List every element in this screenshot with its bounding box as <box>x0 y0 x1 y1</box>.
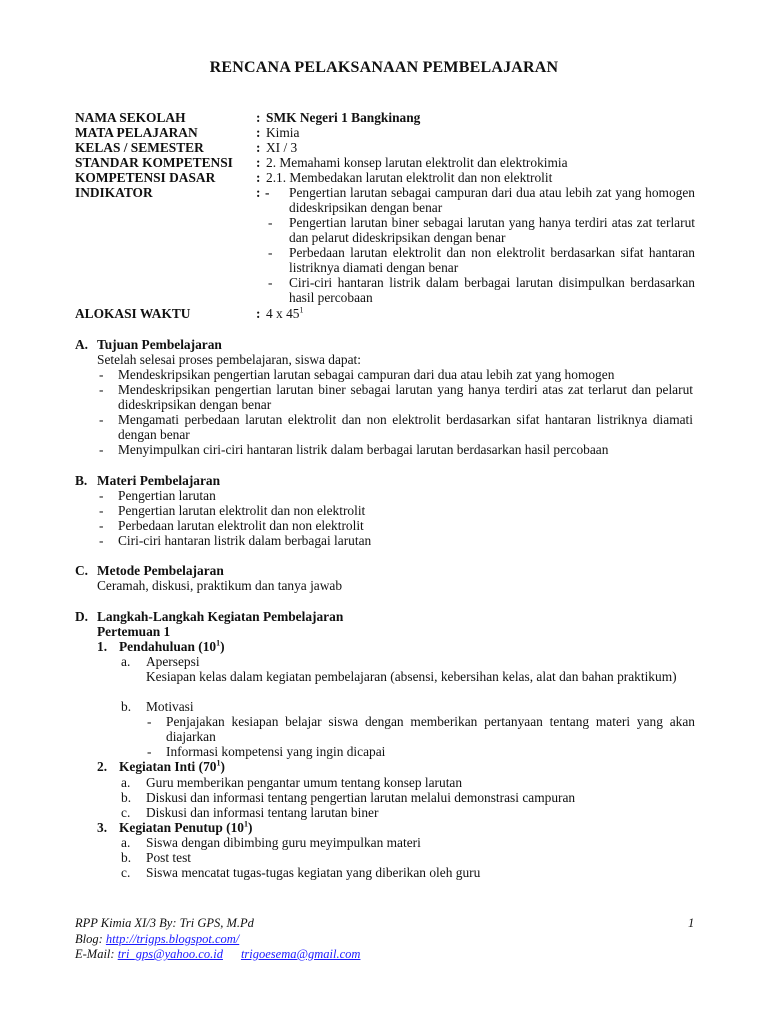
section-letter: B. <box>75 473 88 488</box>
material-item: Perbedaan larutan elektrolit dan non elektrolit <box>118 518 364 533</box>
header-label-school: NAMA SEKOLAH <box>75 110 186 125</box>
header-colon: : <box>256 185 261 200</box>
motivasi-label: Motivasi <box>146 699 194 714</box>
header-label-competency: KOMPETENSI DASAR <box>75 170 216 185</box>
section-heading: Materi Pembelajaran <box>97 473 221 488</box>
header-label-indicator: INDIKATOR <box>75 185 153 200</box>
step-title-intro: Pendahuluan $(10^1)$ <box>119 638 225 654</box>
indicator-item: Pengertian larutan sebagai campuran dari dua atau lebih zat yang homogen dideskripsikan dengan benar <box>289 185 695 215</box>
sub-mark: b. <box>121 699 132 714</box>
email-link-yahoo[interactable]: tri_gps@yahoo.co.id <box>117 947 223 961</box>
header-colon: : <box>256 110 261 125</box>
header-value-competency: 2.1. Membedakan larutan elektrolit dan non elektrolit <box>266 170 553 185</box>
section-letter: D. <box>75 609 89 624</box>
section-letter: A. <box>75 337 89 352</box>
core-activity-item: Diskusi dan informasi tentang pengertian larutan melalui demonstrasi campuran <box>146 790 576 805</box>
motivasi-item: Informasi kompetensi yang ingin dicapai <box>166 744 386 759</box>
footer-email-line <box>75 947 360 962</box>
header-value-standard: 2. Memahami konsep larutan elektrolit dan elektrokimia <box>266 155 568 170</box>
step-number: 2. <box>97 759 108 774</box>
objective-item: Menyimpulkan ciri-ciri hantaran listrik dalam berbagai larutan berdasarkan hasil percobaan <box>118 442 609 457</box>
bullet-dash: - <box>147 714 152 729</box>
bullet-dash: - <box>99 442 104 457</box>
step-number: 3. <box>97 820 108 835</box>
bullet-dash: - <box>99 412 104 427</box>
footer-author-line: RPP Kimia XI/3 By: Tri GPS, M.Pd <box>75 916 254 930</box>
indicator-dash: - <box>268 275 273 290</box>
footer-blog-line <box>75 932 239 947</box>
apersepsi-label: Apersepsi <box>146 654 200 669</box>
header-colon: : <box>256 125 261 140</box>
closing-activity-item: Siswa dengan dibimbing guru meyimpulkan materi <box>146 835 421 850</box>
sub-mark: b. <box>121 790 132 805</box>
sub-mark: b. <box>121 850 132 865</box>
indicator-dash: - <box>268 215 273 230</box>
header-label-subject: MATA PELAJARAN <box>75 125 198 140</box>
objective-item: Mendeskripsikan pengertian larutan biner sebagai larutan yang hanya terdiri atas zat terlarut dan pelarut dideskripsikan dengan benar <box>118 382 693 412</box>
core-activity-item: Diskusi dan informasi tentang larutan biner <box>146 805 379 820</box>
indicator-item: Pengertian larutan biner sebagai larutan yang hanya terdiri atas zat terlarut dan pelarut dideskripsikan dengan benar <box>289 215 695 245</box>
header-label-class: KELAS / SEMESTER <box>75 140 204 155</box>
bullet-dash: - <box>99 367 104 382</box>
motivasi-item: Penjajakan kesiapan belajar siswa dengan memberikan pertanyaan tentang materi yang akan diajarkan <box>166 714 695 744</box>
bullet-dash: - <box>147 744 152 759</box>
indicator-dash: - <box>268 245 273 260</box>
header-label-time: ALOKASI WAKTU <box>75 306 191 321</box>
section-letter: C. <box>75 563 89 578</box>
section-intro: Setelah selesai proses pembelajaran, siswa dapat: <box>97 352 362 367</box>
closing-activity-item: Post test <box>146 850 192 865</box>
bullet-dash: - <box>99 533 104 548</box>
step-title-core: Kegiatan Inti $(70^1)$ <box>119 758 225 774</box>
header-value-school: SMK Negeri 1 Bangkinang <box>266 110 421 125</box>
step-title-closing: Kegiatan Penutup $(10^1)$ <box>119 819 253 835</box>
bullet-dash: - <box>99 382 104 397</box>
sub-mark: a. <box>121 835 131 850</box>
sub-mark: c. <box>121 865 131 880</box>
material-item: Pengertian larutan <box>118 488 216 503</box>
section-heading: Metode Pembelajaran <box>97 563 224 578</box>
header-colon: : <box>256 155 261 170</box>
blog-label: Blog: <box>75 932 106 946</box>
header-value-time: 4 x $45^1$ <box>266 305 304 321</box>
indicator-dash: - <box>265 185 270 200</box>
page-number: 1 <box>688 916 695 930</box>
header-colon: : <box>256 306 261 321</box>
material-item: Ciri-ciri hantaran listrik dalam berbagai larutan <box>118 533 372 548</box>
header-colon: : <box>256 170 261 185</box>
sub-mark: c. <box>121 805 131 820</box>
bullet-dash: - <box>99 503 104 518</box>
apersepsi-text: Kesiapan kelas dalam kegiatan pembelajaran (absensi, kebersihan kelas, alat dan bahan praktikum) <box>146 669 677 684</box>
header-colon: : <box>256 140 261 155</box>
header-label-standard: STANDAR KOMPETENSI <box>75 155 233 170</box>
indicator-item: Ciri-ciri hantaran listrik dalam berbagai larutan disimpulkan berdasarkan hasil percobaan <box>289 275 695 305</box>
document-title: RENCANA PELAKSANAAN PEMBELAJARAN <box>209 59 559 76</box>
objective-item: Mengamati perbedaan larutan elektrolit dan non elektrolit berdasarkan sifat hantaran listriknya diamati dengan benar <box>118 412 693 442</box>
header-value-class: XI / 3 <box>266 140 298 155</box>
step-number: 1. <box>97 639 108 654</box>
bullet-dash: - <box>99 518 104 533</box>
objective-item: Mendeskripsikan pengertian larutan sebagai campuran dari dua atau lebih zat yang homogen <box>118 367 615 382</box>
core-activity-item: Guru memberikan pengantar umum tentang konsep larutan <box>146 775 463 790</box>
header-value-subject: Kimia <box>266 125 300 140</box>
material-item: Pengertian larutan elektrolit dan non elektrolit <box>118 503 366 518</box>
sub-mark: a. <box>121 775 131 790</box>
email-label: E-Mail: <box>75 947 118 961</box>
method-text: Ceramah, diskusi, praktikum dan tanya jawab <box>97 578 343 593</box>
section-heading: Langkah-Langkah Kegiatan Pembelajaran <box>97 609 344 624</box>
blog-link[interactable]: http://trigps.blogspot.com/ <box>105 932 240 946</box>
email-link-gmail[interactable]: trigoesema@gmail.com <box>240 947 361 961</box>
section-heading: Tujuan Pembelajaran <box>97 337 222 352</box>
bullet-dash: - <box>99 488 104 503</box>
indicator-item: Perbedaan larutan elektrolit dan non elektrolit berdasarkan sifat hantaran listriknya diamati dengan benar <box>289 245 695 275</box>
meeting-label: Pertemuan 1 <box>97 624 171 639</box>
closing-activity-item: Siswa mencatat tugas-tugas kegiatan yang diberikan oleh guru <box>146 865 481 880</box>
sub-mark: a. <box>121 654 131 669</box>
